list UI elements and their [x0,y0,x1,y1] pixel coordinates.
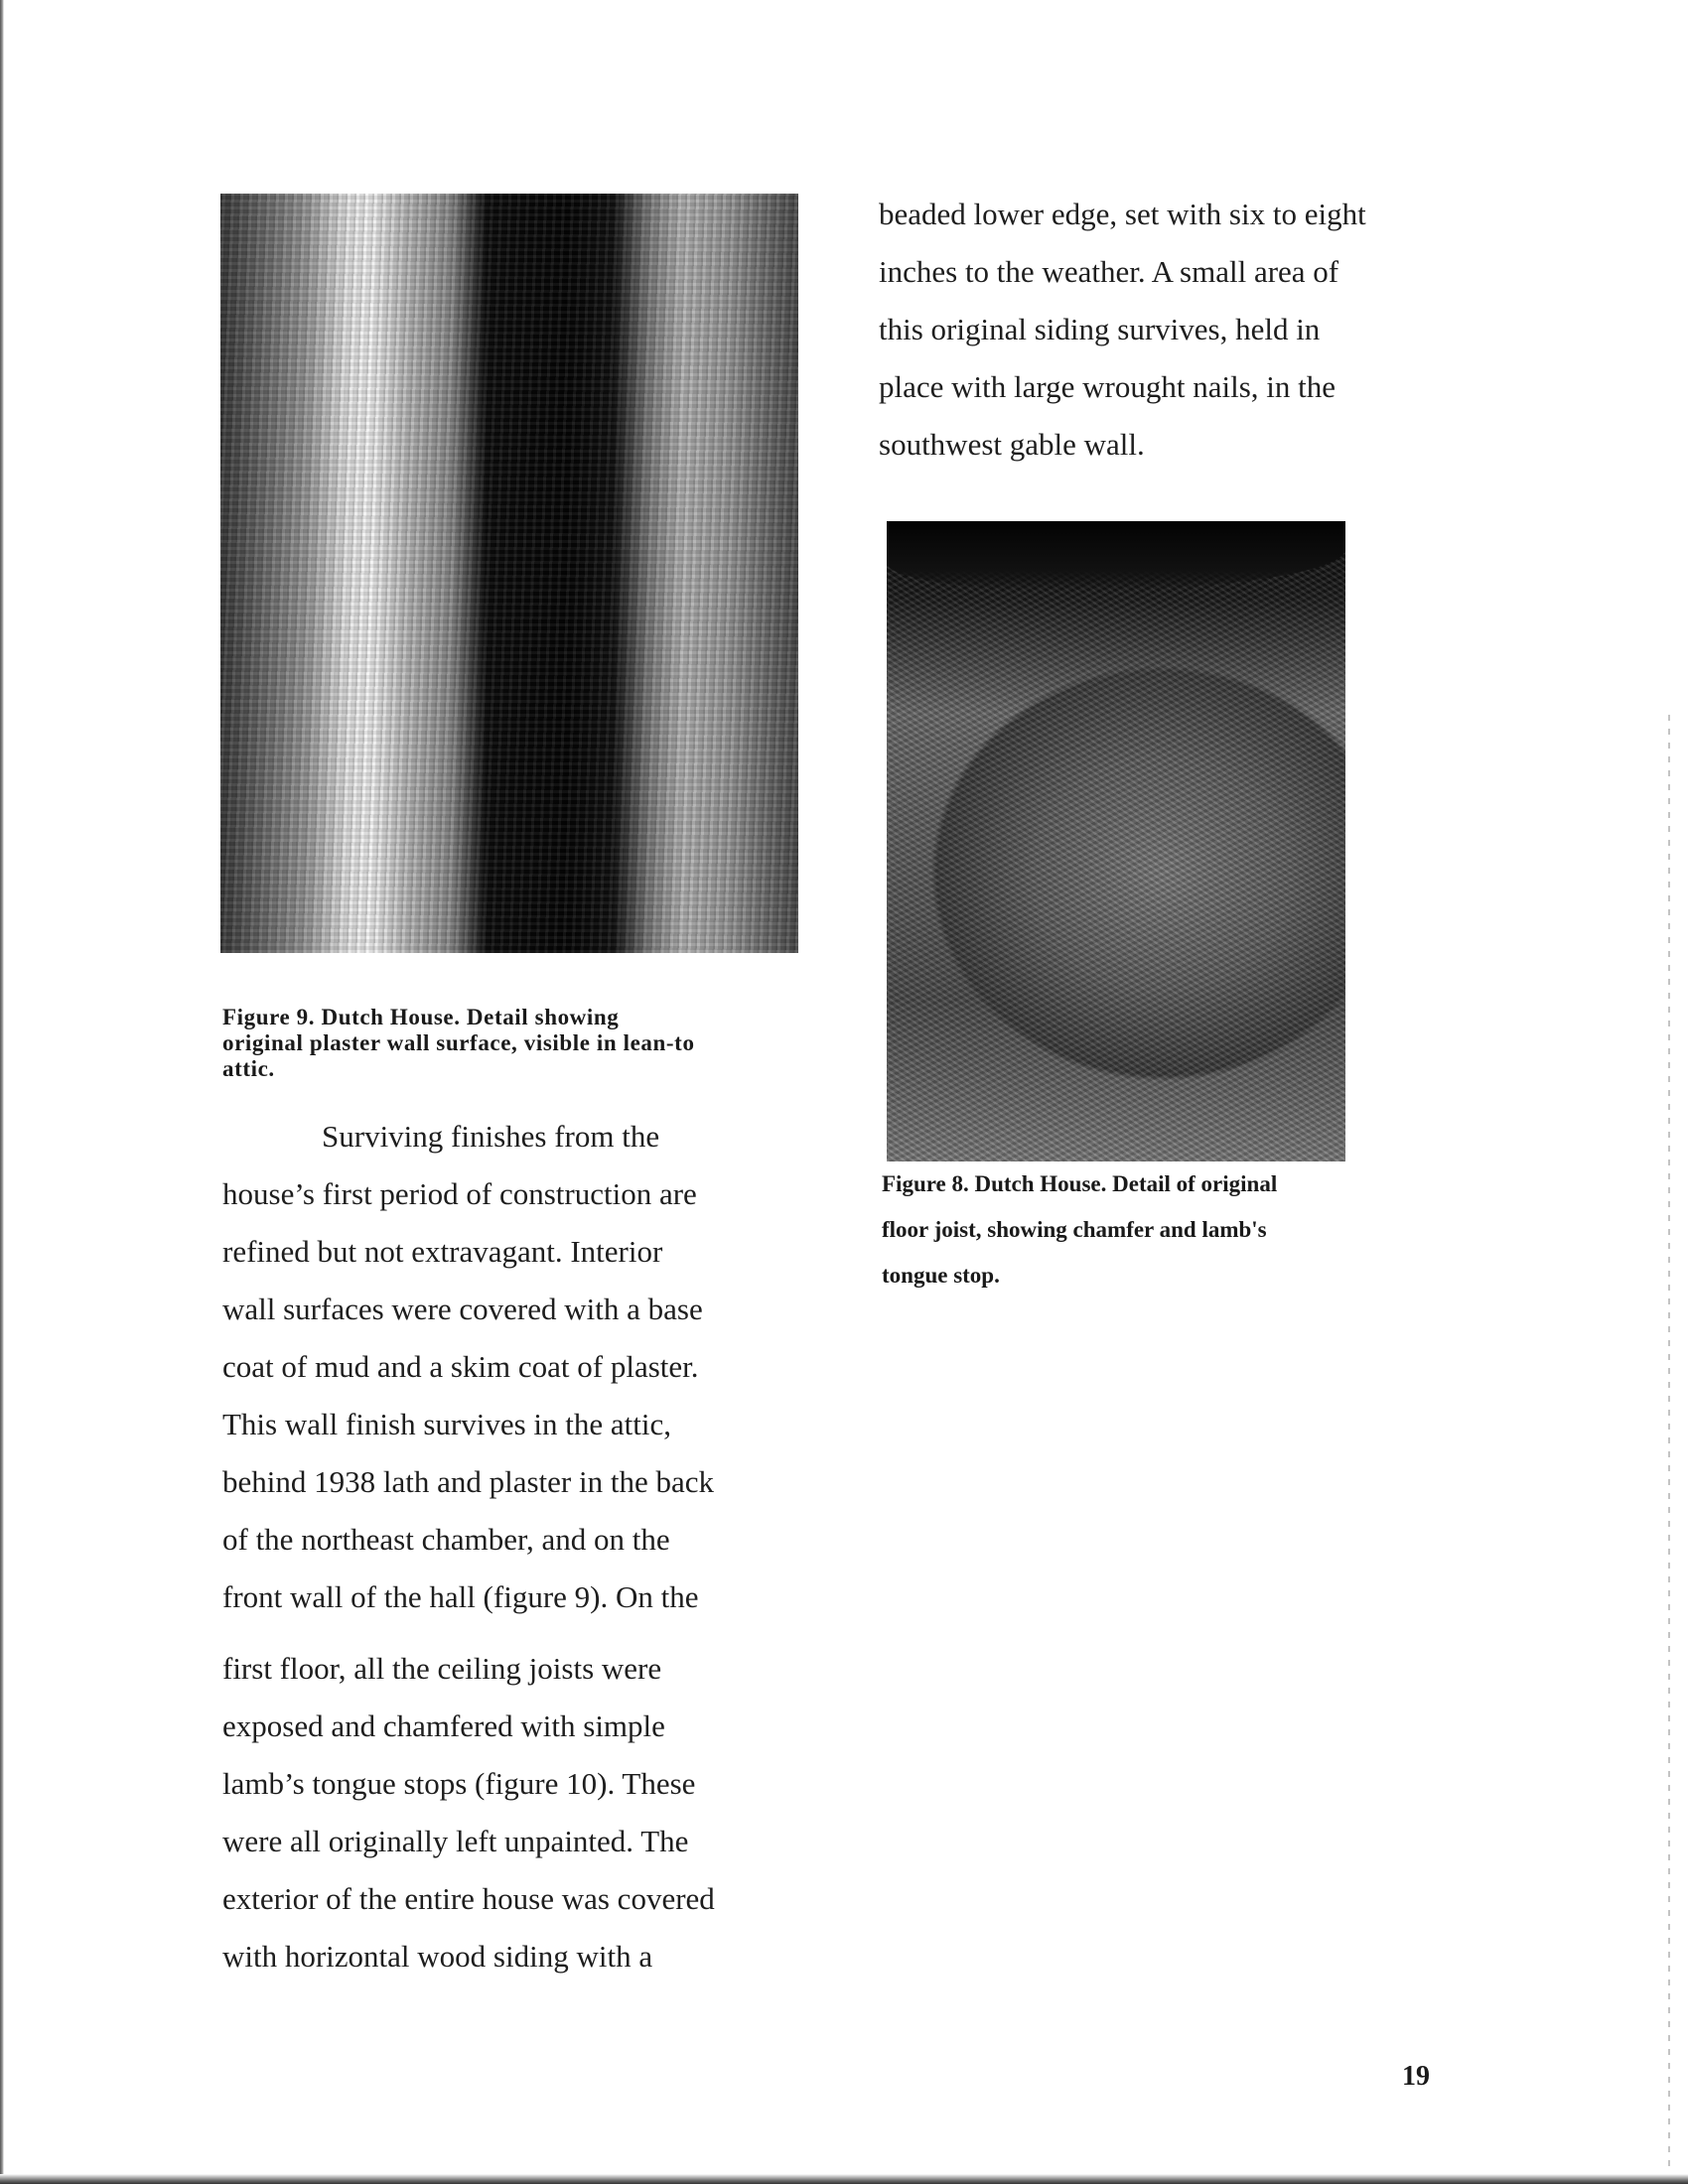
page-number: 19 [1402,2061,1430,2092]
paragraph-line: Surviving finishes from the [322,1119,660,1154]
paragraph-line: front wall of the hall (figure 9). On the [222,1579,699,1614]
figure-9-photo [220,194,798,953]
figure-8-caption [882,1161,1398,1298]
figure-8-photo [887,521,1345,1161]
paragraph-line: place with large wrought nails, in the [879,369,1336,404]
paragraph-line: inches to the weather. A small area of [879,254,1339,289]
paragraph-line: refined but not extravagant. Interior [222,1234,663,1269]
figure-9-caption-line: Figure 9. Dutch House. Detail showing [222,1005,620,1029]
paragraph-line: behind 1938 lath and plaster in the back [222,1464,715,1499]
paragraph-line: this original siding survives, held in [879,312,1321,346]
scan-edge-left [0,0,4,2184]
paragraph-line: first floor, all the ceiling joists were [222,1651,662,1686]
paragraph-line: lamb’s tongue stops (figure 10). These [222,1766,696,1801]
figure-9-caption-line: original plaster wall surface, visible in lean-to [222,1030,695,1055]
paragraph-line: with horizontal wood siding with a [222,1939,653,1974]
scan-edge-bottom [0,2174,1688,2184]
scan-edge-right [1668,715,1670,2174]
paragraph-line: exterior of the entire house was covered [222,1881,715,1916]
top-right-paragraph [879,186,1366,474]
paragraph-line: house’s first period of construction are [222,1176,697,1211]
figure-9-caption [222,1005,788,1082]
paragraph-line: wall surfaces were covered with a base [222,1292,703,1326]
paragraph-line: exposed and chamfered with simple [222,1708,665,1743]
paragraph-line: beaded lower edge, set with six to eight [879,197,1366,231]
figure-8-caption-line: Figure 8. Dutch House. Detail of original [882,1171,1278,1196]
paragraph-line: southwest gable wall. [879,427,1145,462]
paragraph-line: of the northeast chamber, and on the [222,1522,670,1557]
paragraph-line: coat of mud and a skim coat of plaster. [222,1349,699,1384]
figure-9-caption-line: attic. [222,1056,275,1081]
paragraph-line: This wall finish survives in the attic, [222,1407,672,1441]
figure-8-caption-line: floor joist, showing chamfer and lamb's [882,1217,1267,1242]
left-body-paragraph [222,1108,715,1985]
paragraph-line: were all originally left unpainted. The [222,1824,689,1858]
figure-8-caption-line: tongue stop. [882,1263,1000,1288]
